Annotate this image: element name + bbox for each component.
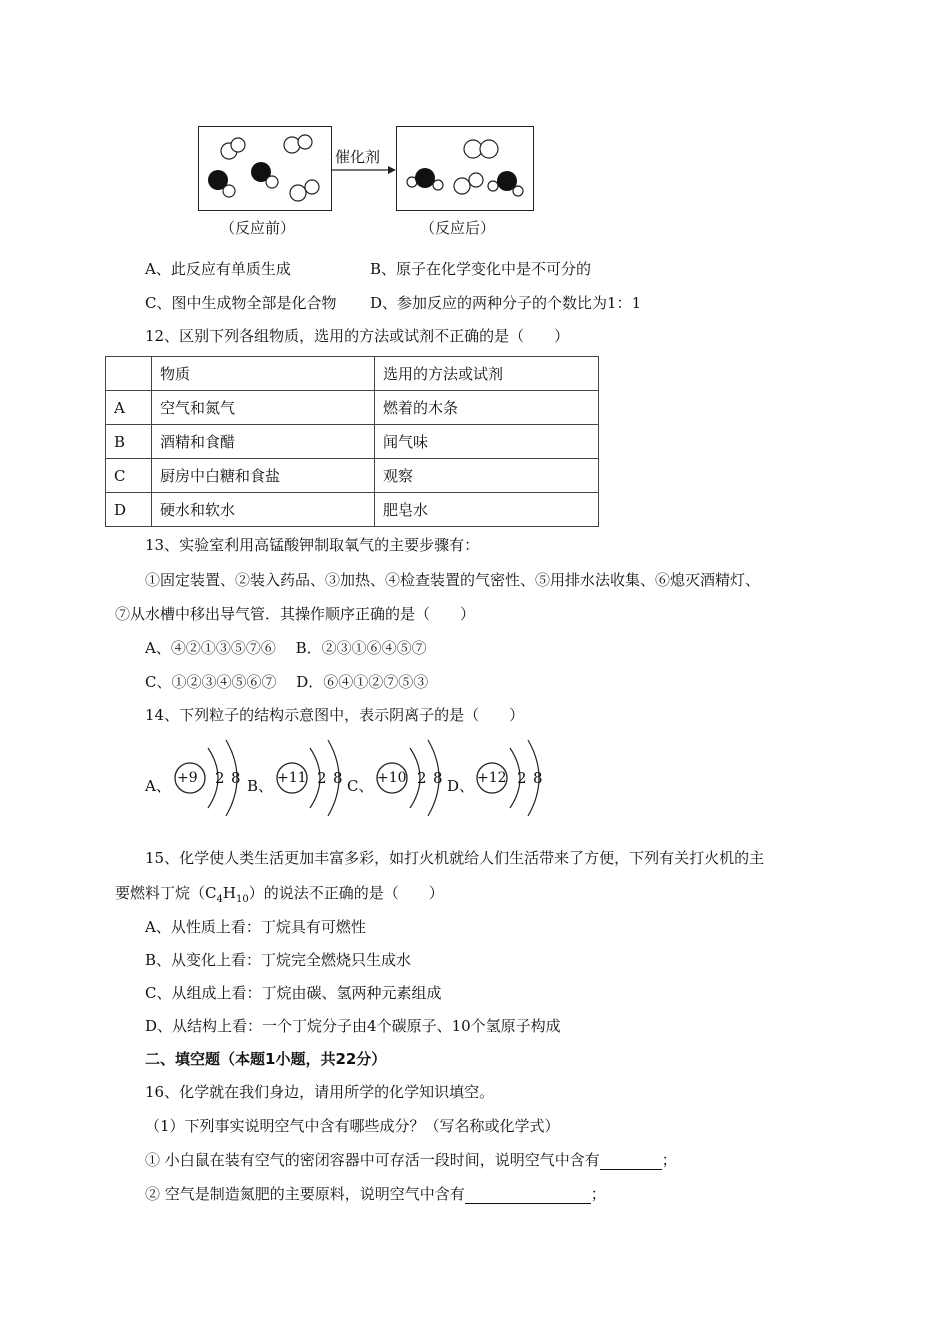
q15-option-b: B、从变化上看：丁烷完全燃烧只生成水 [145, 951, 412, 969]
q15-option-d: D、从结构上看：一个丁烷分子由4个碳原子、10个氢原子构成 [145, 1017, 561, 1035]
q15-option-c: C、从组成上看：丁烷由碳、氢两种元素组成 [145, 984, 442, 1002]
q13-options-ab: A、④②①③⑤⑦⑥ B．②③①⑥④⑤⑦ [145, 639, 427, 657]
table-cell: 物质 [152, 357, 375, 391]
q11-option-d: D、参加反应的两种分子的个数比为1：1 [370, 294, 642, 312]
shell-1-count: 2 [417, 769, 427, 787]
hydrogen-symbol: H [222, 884, 236, 902]
item-text: ① 小白鼠在装有空气的密闭容器中可存活一段时间，说明空气中含有 [145, 1151, 600, 1169]
table-cell: 厨房中白糖和食盐 [152, 459, 375, 493]
catalyst-label: 催化剂 [335, 148, 381, 166]
table-cell: A [106, 391, 152, 425]
q11-option-a: A、此反应有单质生成 [145, 260, 291, 278]
table-row [106, 493, 599, 527]
table-header-row [106, 357, 599, 391]
nucleus-charge: +12 [477, 770, 507, 786]
after-caption: （反应后） [420, 219, 496, 237]
q15-option-a: A、从性质上看：丁烷具有可燃性 [145, 918, 366, 936]
section-heading: 二、填空题（本题1小题，共22分） [145, 1050, 387, 1068]
table-cell: B [106, 425, 152, 459]
answer-blank[interactable] [465, 1187, 591, 1204]
table-cell: 燃着的木条 [375, 391, 599, 425]
item-end: ； [661, 1151, 677, 1169]
choice-letter: A、 [145, 777, 171, 795]
shell-1-count: 2 [215, 769, 225, 787]
shell-1-count: 2 [317, 769, 327, 787]
table-cell: 硬水和软水 [152, 493, 375, 527]
q13-line2: ⑦从水槽中移出导气管．其操作顺序正确的是（ ） [115, 605, 476, 623]
table-row [106, 425, 599, 459]
table-cell: 观察 [375, 459, 599, 493]
q13-stem: 13、实验室利用高锰酸钾制取氧气的主要步骤有： [145, 536, 480, 554]
q15-line1: 15、化学使人类生活更加丰富多彩，如打火机就给人们生活带来了方便，下列有关打火机的主 [145, 849, 765, 867]
nucleus-charge: +10 [377, 770, 407, 786]
table-cell: 闻气味 [375, 425, 599, 459]
q16-item-1 [145, 1150, 677, 1170]
q15-line2-post: ）的说法不正确的是（ ） [248, 884, 444, 902]
carbon-subscript: 4 [216, 894, 223, 905]
nucleus-charge: +9 [177, 770, 198, 786]
q15-line2-pre: 要燃料丁烷（C [115, 884, 217, 902]
q16-stem: 16、化学就在我们身边，请用所学的化学知识填空。 [145, 1083, 495, 1101]
table-cell [106, 357, 152, 391]
shell-2-count: 8 [333, 769, 343, 787]
shell-2-count: 8 [231, 769, 241, 787]
q12-stem: 12、区别下列各组物质，选用的方法或试剂不正确的是（ ） [145, 327, 570, 345]
q11-option-c: C、图中生成物全部是化合物 [145, 294, 337, 312]
shell-2-count: 8 [533, 769, 543, 787]
table-cell: 酒精和食醋 [152, 425, 375, 459]
hydrogen-subscript: 10 [235, 894, 249, 905]
q13-line1: ①固定装置、②装入药品、③加热、④检查装置的气密性、⑤用排水法收集、⑥熄灭酒精灯、 [145, 571, 761, 589]
q14-stem: 14、下列粒子的结构示意图中，表示阴离子的是（ ） [145, 706, 525, 724]
choice-letter: B、 [247, 777, 274, 795]
nucleus-charge: +11 [277, 770, 307, 786]
q15-line2 [115, 883, 444, 910]
shell-2-count: 8 [433, 769, 443, 787]
q16-item-2 [145, 1184, 606, 1204]
choice-letter: C、 [347, 777, 374, 795]
answer-blank[interactable] [600, 1153, 662, 1170]
table-row [106, 459, 599, 493]
table-cell: 空气和氮气 [152, 391, 375, 425]
item-end: ； [590, 1185, 606, 1203]
choice-letter: D、 [447, 777, 475, 795]
item-text: ② 空气是制造氮肥的主要原料，说明空气中含有 [145, 1185, 465, 1203]
table-row [106, 391, 599, 425]
molecule-drawing [0, 0, 950, 240]
table-cell: C [106, 459, 152, 493]
shell-1-count: 2 [517, 769, 527, 787]
q13-options-cd: C、①②③④⑤⑥⑦ D．⑥④①②⑦⑤③ [145, 673, 429, 691]
table-cell: 肥皂水 [375, 493, 599, 527]
table-cell: 选用的方法或试剂 [375, 357, 599, 391]
q11-option-b: B、原子在化学变化中是不可分的 [370, 260, 592, 278]
table-cell: D [106, 493, 152, 527]
q12-table [105, 356, 599, 527]
q16-subquestion-1: （1）下列事实说明空气中含有哪些成分？（写名称或化学式） [145, 1117, 560, 1135]
before-caption: （反应前） [220, 219, 296, 237]
